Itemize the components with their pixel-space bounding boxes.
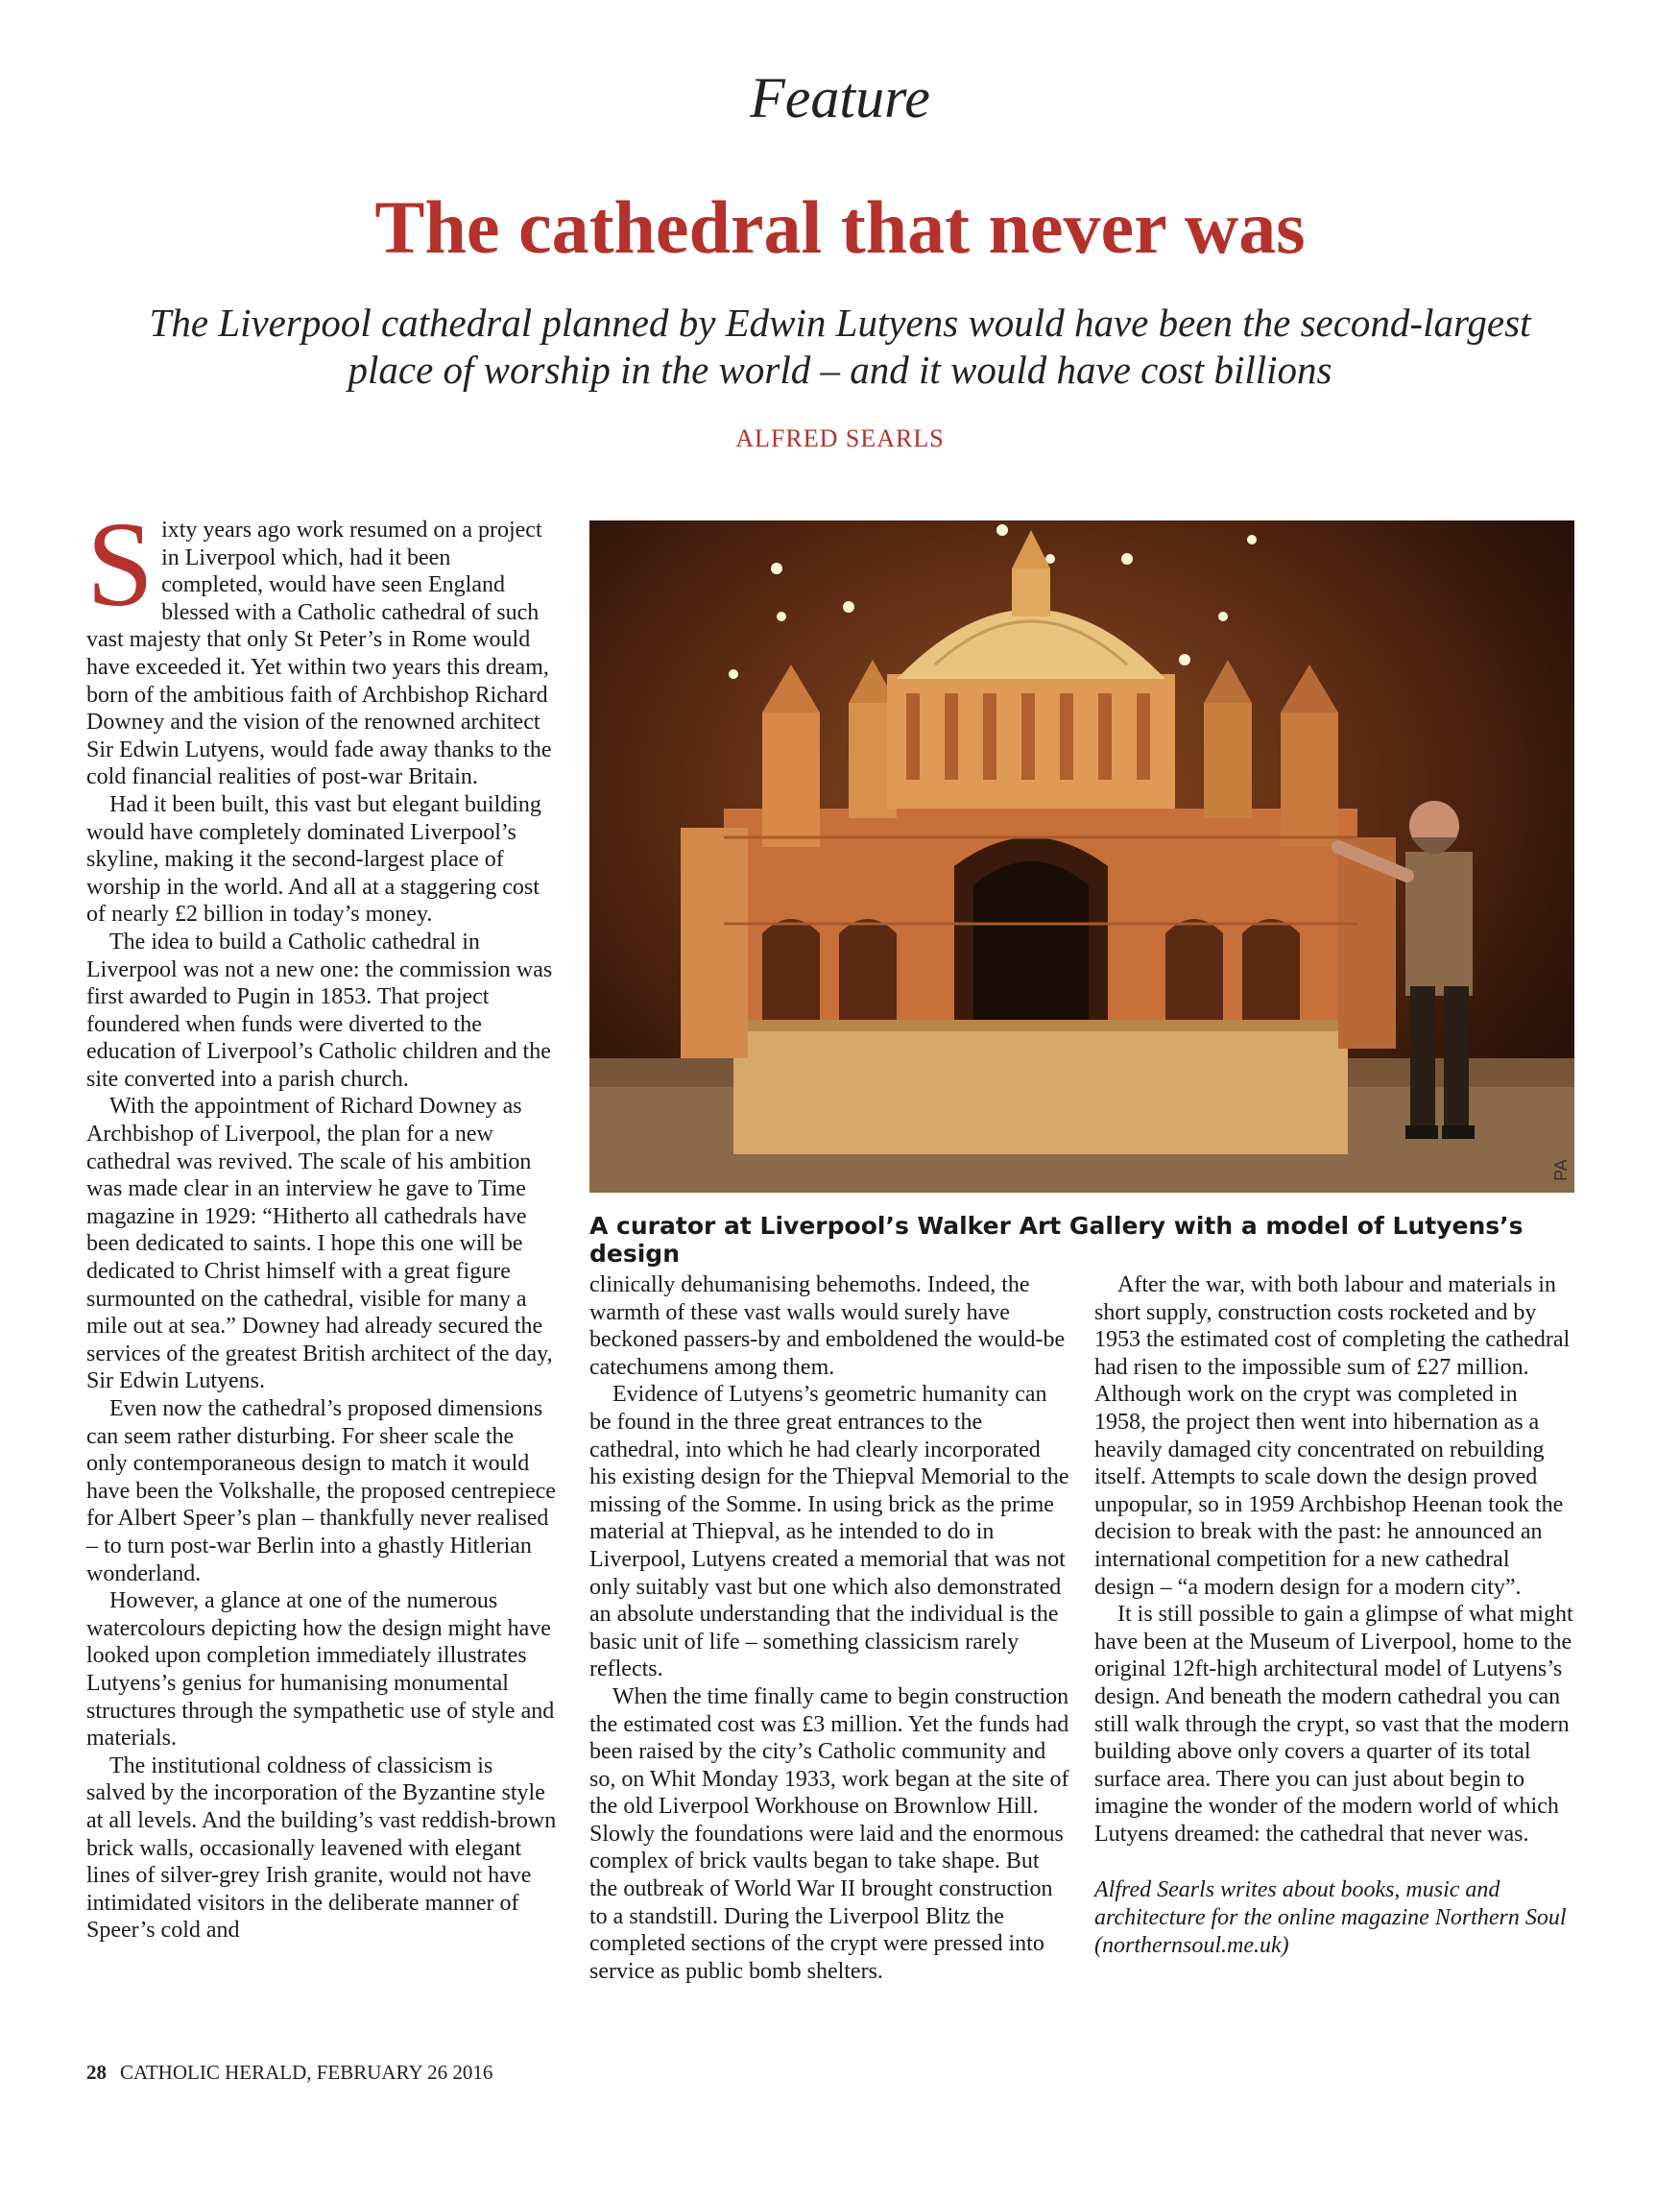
model-plinth <box>733 1020 1348 1154</box>
publication-line: CATHOLIC HERALD, FEBRUARY 26 2016 <box>120 2061 493 2084</box>
article-paragraph: It is still possible to gain a glimpse of what might have been at the Museum of Liverpool, home to the original 12ft-high architectural model of Lutyens’s design. And beneath the modern cathedral you can still walk through the crypt, so vast that the modern building above only covers a quarter of its total surface area. There you can just about begin to imagine the wonder of the modern world of which Lutyens dreamed: the cathedral that never was. <box>1094 1602 1573 1847</box>
paragraph-text: ixty years ago work resumed on a project in Liverpool which, had it been completed, would have seen England blessed with a Catholic cathedral of such vast majesty that only St Peter’s in Rome would have exceeded it. Yet within two years this dream, born of the ambitious faith of Archbishop Richard Downey and the vision of the renowned architect Sir Edwin Lutyens, would fade away thanks to the cold financial realities of post-war Britain. <box>86 518 552 790</box>
article-paragraph: The institutional coldness of classicism is salved by the incorporation of the Byzantine style at all levels. And the building’s vast reddish-brown brick walls, occasionally leavened with elegant lines of silver-grey Irish granite, would not have intimidated visitors in the deliberate manner of Speer’s cold and <box>86 1753 557 1944</box>
cathedral-model-illustration <box>589 520 1574 1193</box>
page-footer <box>86 2061 492 2085</box>
cathedral-model <box>681 530 1396 1058</box>
author-note: Alfred Searls writes about books, music and architecture for the online magazine Northern Soul (northernsoul.me.uk) <box>1094 1877 1567 1958</box>
article-paragraph <box>86 498 557 791</box>
article-paragraph: clinically dehumanising behemoths. Indeed, the warmth of these vast walls would surely have beckoned passers-by and emboldened the would-be catechumens among them. <box>589 1272 1066 1380</box>
photo-credit: PA <box>1551 1159 1571 1181</box>
section-label: Feature <box>750 66 930 130</box>
drop-cap: S <box>86 498 155 632</box>
article-paragraph: With the appointment of Richard Downey as Archbishop of Liverpool, the plan for a new cathedral was revived. The scale of his ambition was made clear in an interview he gave to Time magazine in 1929: “Hitherto all cathedrals have been dedicated to saints. I hope this one will be dedicated to Christ himself with a great figure surmounted on the cathedral, visible for many a mile out at sea.” Downey had already secured the services of the greatest British architect of the day, Sir Edwin Lutyens. <box>86 1094 553 1394</box>
photo-caption: A curator at Liverpool’s Walker Art Gallery with a model of Lutyens’s design <box>589 1212 1524 1268</box>
article-paragraph: Had it been built, this vast but elegant building would have completely dominated Liverpool’s skyline, making it the second-largest place of worship in the world. And all at a staggering cost of nearly £2 billion in today’s money. <box>86 791 541 928</box>
article-column-1 <box>86 498 557 1945</box>
article-column-3 <box>1094 1271 1574 1959</box>
page-number: 28 <box>86 2061 107 2084</box>
article-paragraph: Evidence of Lutyens’s geometric humanity can be found in the three great entrances to the cathedral, into which he had clearly incorporated his existing design for the Thiepval Memorial to the missing of the Somme. In using brick as the prime material at Thiepval, as he intended to do in Liverpool, Lutyens created a memorial that was not only suitably vast but one which also demonstrated an absolute understanding that the individual is the basic unit of life – something classicism rarely reflects. <box>589 1382 1069 1682</box>
standfirst: The Liverpool cathedral planned by Edwin Lutyens would have been the second-largest place of worship in the world – and it would have cost billions <box>149 301 1531 392</box>
article-paragraph: However, a glance at one of the numerous watercolours depicting how the design might have looked upon completion immediately illustrates Lutyens’s genius for humanising monumental structures through the sympathetic use of style and materials. <box>86 1588 555 1752</box>
article-paragraph: The idea to build a Catholic cathedral in Liverpool was not a new one: the commission was first awarded to Pugin in 1853. That project foundered when funds were diverted to the education of Liverpool’s Catholic children and the site converted into a parish church. <box>86 929 553 1092</box>
article-paragraph: After the war, with both labour and materials in short supply, construction costs rocketed and by 1953 the estimated cost of completing the cathedral had risen to the impossible sum of £27 million. Although work on the crypt was completed in 1958, the project then went into hibernation as a heavily damaged city concentrated on rebuilding itself. Attempts to scale down the design proved unpopular, so in 1959 Archbishop Heenan took the decision to break with the past: he announced an international competition for a new cathedral design – “a modern design for a modern city”. <box>1094 1272 1571 1600</box>
cathedral-model-photo <box>589 520 1574 1193</box>
byline: ALFRED SEARLS <box>735 424 945 452</box>
headline: The cathedral that never was <box>374 185 1306 269</box>
article-paragraph: Even now the cathedral’s proposed dimensions can seem rather disturbing. For sheer scale the only contemporaneous design to match it would have been the Volkshalle, the proposed centrepiece for Albert Speer’s plan – thankfully never realised – to turn post-war Berlin into a ghastly Hitlerian wonderland. <box>86 1396 556 1586</box>
article-column-2 <box>589 1271 1069 1985</box>
article-paragraph: When the time finally came to begin construction the estimated cost was £3 million. Yet the funds had been raised by the city’s Catholic community and so, on Whit Monday 1933, work began at the site of the old Liverpool Workhouse on Brownlow Hill. Slowly the foundations were laid and the enormous complex of brick vaults began to take shape. But the outbreak of World War II brought construction to a standstill. During the Liverpool Blitz the completed sections of the crypt were pressed into service as public bomb shelters. <box>589 1683 1069 1984</box>
